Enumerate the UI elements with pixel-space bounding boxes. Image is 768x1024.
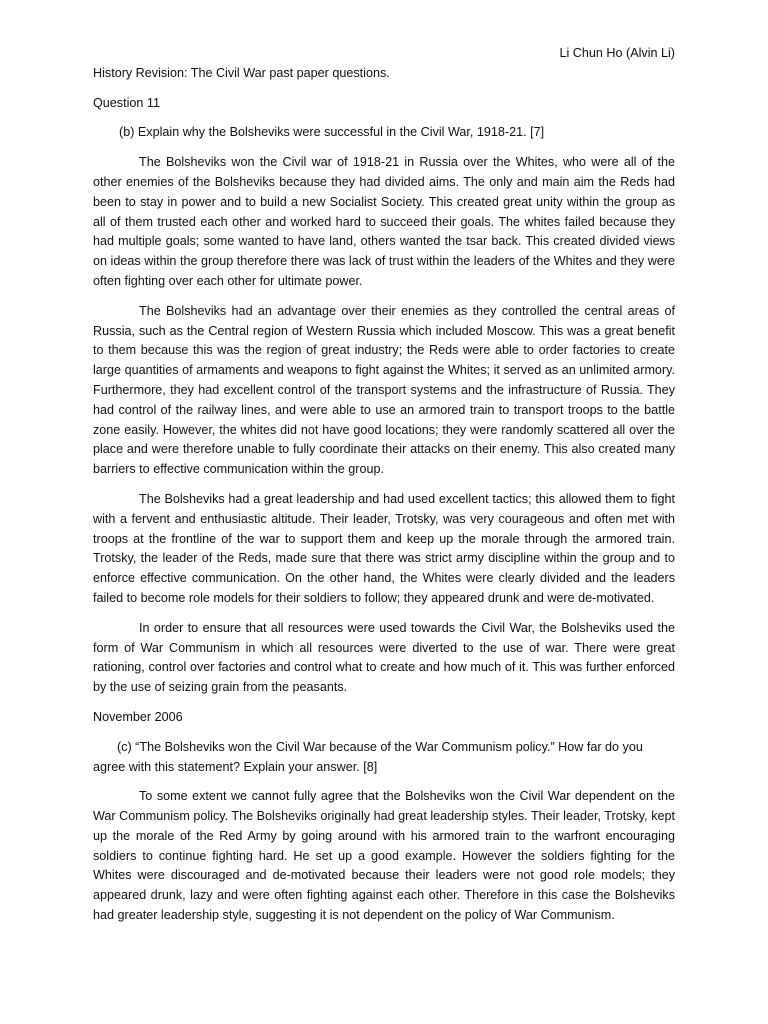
author-name: Li Chun Ho (Alvin Li) [559, 46, 675, 60]
question-prompt: (c) “The Bolsheviks won the Civil War because of the War Communism policy.” How far do you agree with this statement? Explain your answer. [8] [93, 739, 643, 774]
question-prompt: (b) Explain why the Bolsheviks were successful in the Civil War, 1918-21. [7] [119, 125, 545, 140]
answer-paragraph: The Bolsheviks had a great leadership and had used excellent tactics; this allowed them to fight with a fervent and enthusiastic altitude. Their leader, Trotsky, was very courageous and often met with troops at the frontline of the war to support them and keep up the morale through the armored train. Trotsky, the leader of the Reds, made sure that there was strict army discipline within the group and to enforce effective communication. On the other hand, the Whites were clearly divided and the leaders failed to become role models for their soldiers to follow; they appeared drunk and were de-motivated. [93, 491, 675, 605]
document-page [93, 44, 675, 936]
answer-paragraph: To some extent we cannot fully agree that the Bolsheviks won the Civil War dependent on the War Communism policy. The Bolsheviks originally had great leadership styles. Their leader, Trotsky, kept up the morale of the Red Army by going around with his armored train to the warfront encouraging soldiers to continue fighting hard. He set up a good example. However the soldiers fighting for the Whites were discouraged and de-motivated because their leaders were not good role models; they appeared drunk, lazy and were often fighting against each other. Therefore in this case the Bolsheviks had greater leadership style, suggesting it is not dependent on the policy of War Communism. [93, 789, 675, 923]
answer-paragraph: The Bolsheviks won the Civil war of 1918-21 in Russia over the Whites, who were all of the other enemies of the Bolsheviks because they had divided aims. The only and main aim the Reds had been to stay in power and to build a new Socialist Society. This created great unity within the group as all of them trusted each other and worked hard to succeed their goals. The whites failed because they had multiple goals; some wanted to have land, others wanted the tsar back. This created divided views on ideas within the group therefore there was lack of trust within the leaders of the Whites and they were often fighting over each other for ultimate power. [93, 155, 675, 288]
exam-session-label: November 2006 [93, 709, 183, 724]
question-label: Question 11 [93, 95, 160, 110]
answer-paragraph: The Bolsheviks had an advantage over their enemies as they controlled the central areas of Russia, such as the Central region of Western Russia which included Moscow. This was a great benefit to them because this was the region of great industry; the Reds were able to order factories to create large quantities of armaments and weapons to fight against the Whites; it served as an unlimited armory. Furthermore, they had excellent control of the transport systems and the infrastructure of Russia. They had control of the railway lines, and were able to use an armored train to transport troops to the battle zone easily. However, the whites did not have good locations; they were randomly scattered all over the place and were therefore unable to fully coordinate their attacks on their enemy. This also created many barriers to effective communication within the group. [93, 303, 675, 477]
document-title: History Revision: The Civil War past paper questions. [93, 65, 390, 80]
answer-paragraph: In order to ensure that all resources were used towards the Civil War, the Bolsheviks used the form of War Communism in which all resources were diverted to the use of war. There were great rationing, control over factories and control what to create and how much of it. This was further enforced by the use of seizing grain from the peasants. [93, 620, 675, 695]
